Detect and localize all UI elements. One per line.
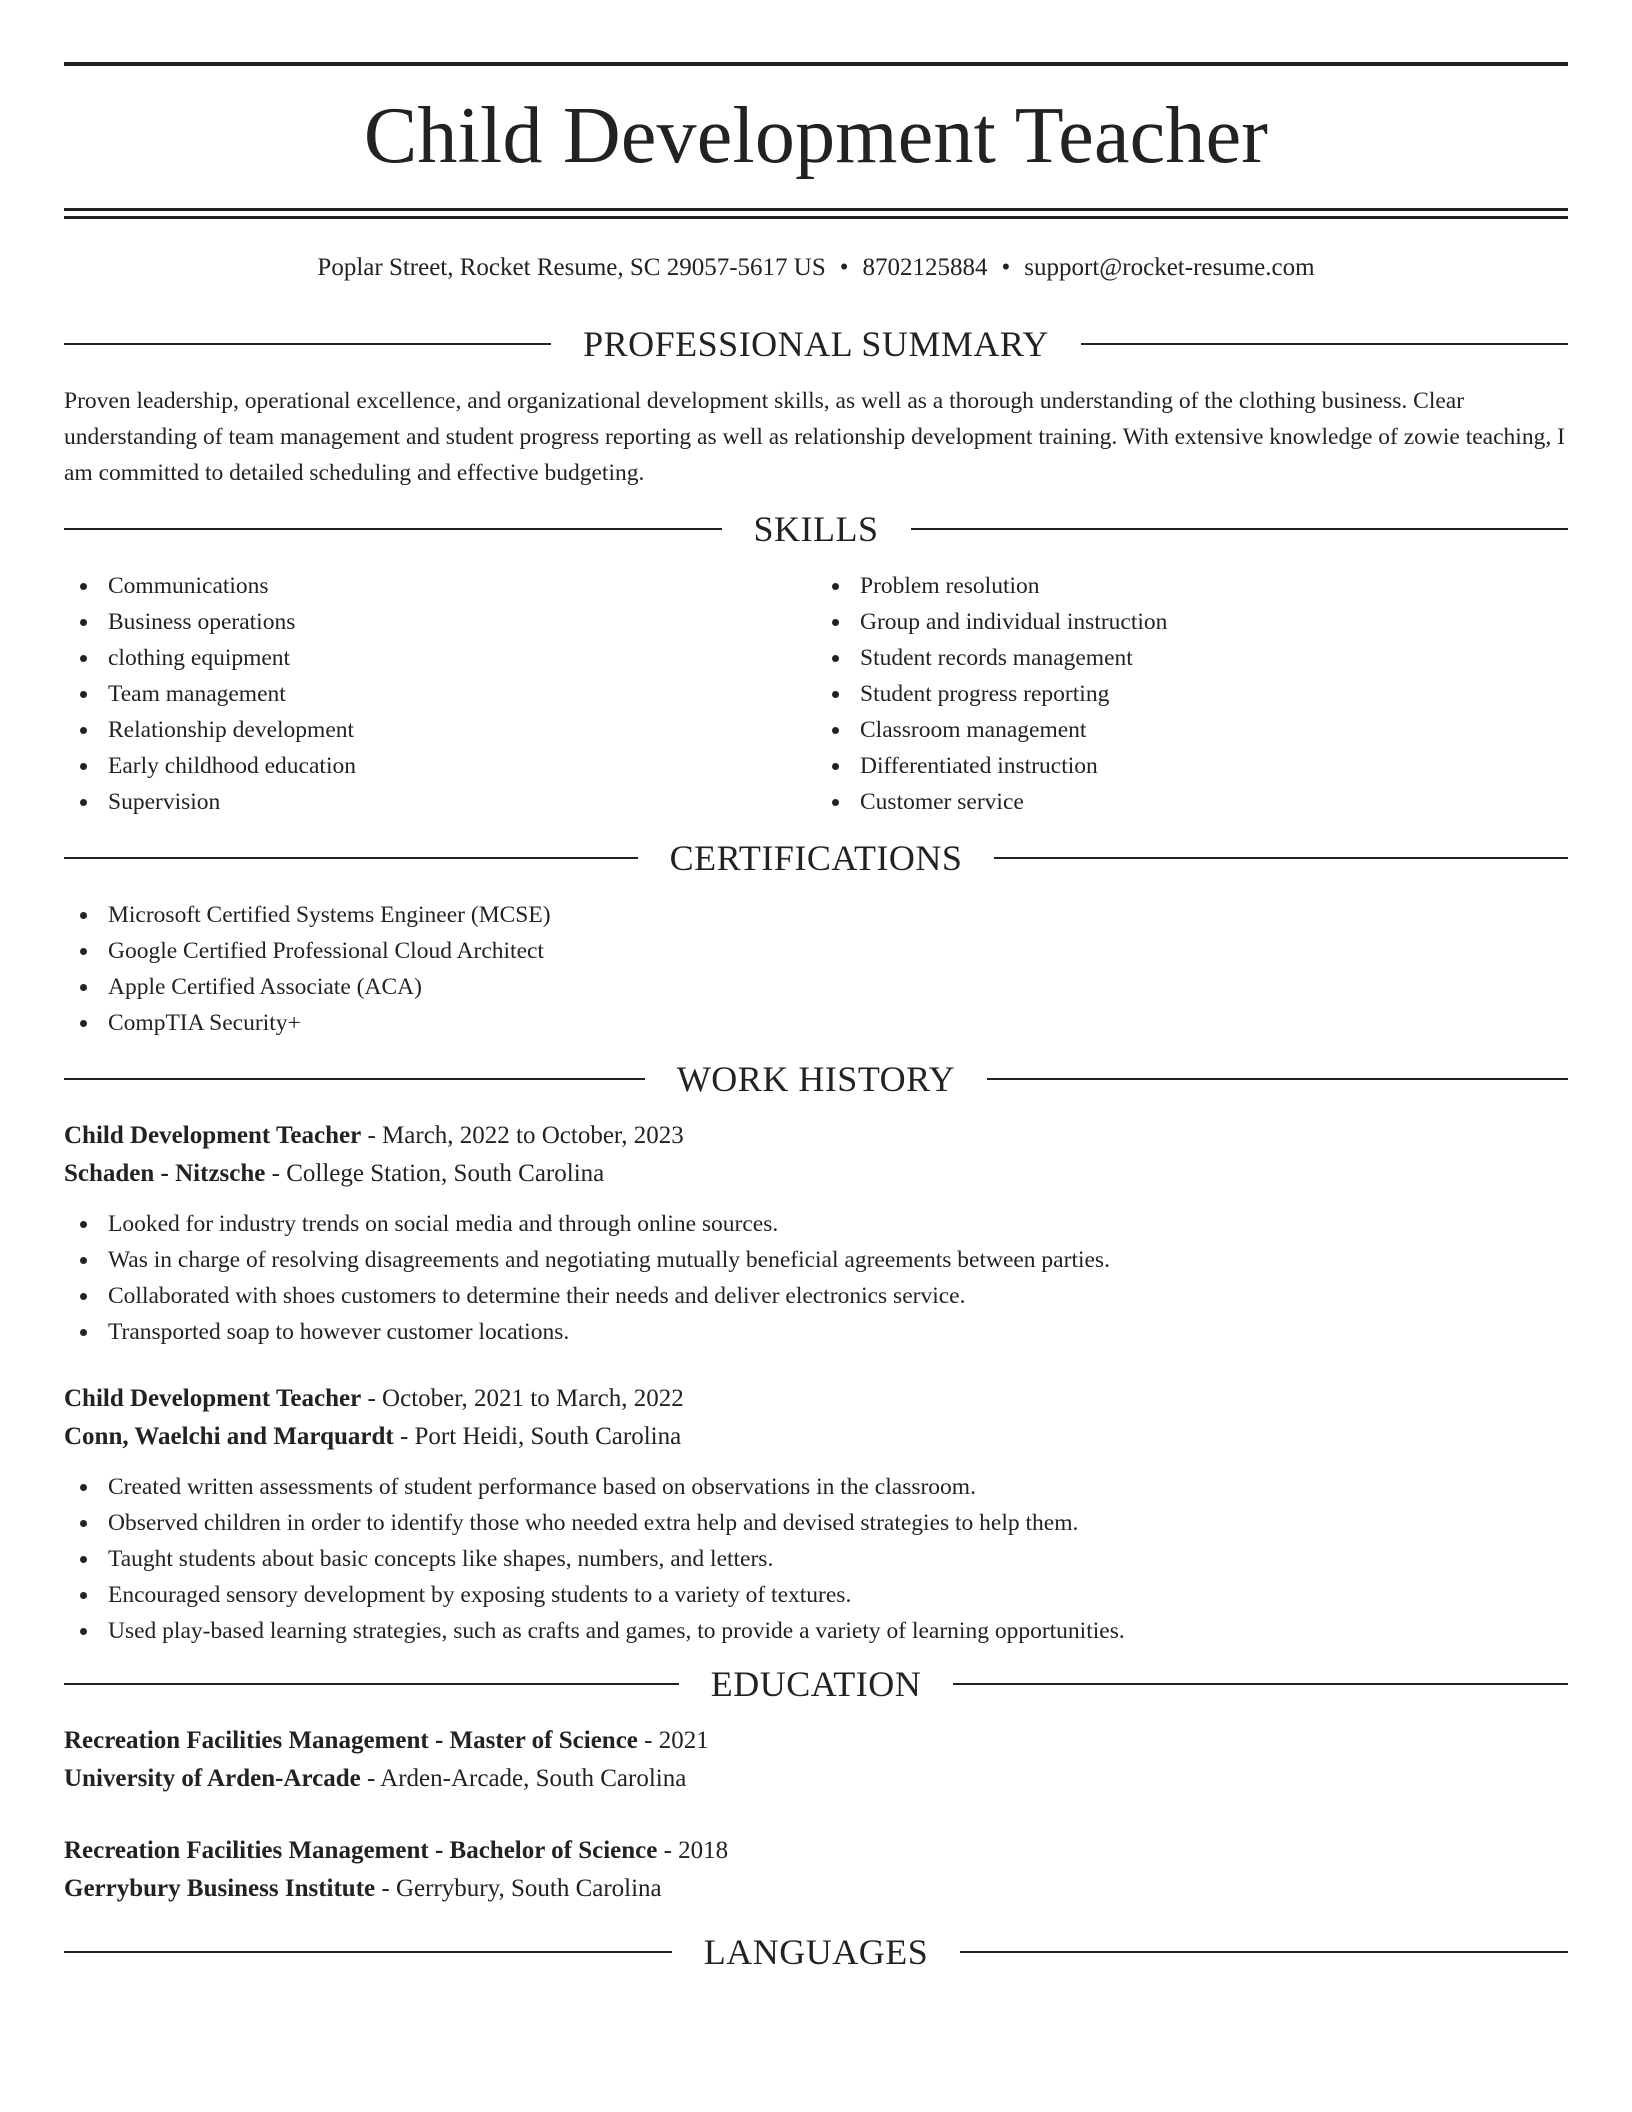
list-item: Microsoft Certified Systems Engineer (MCSE): [64, 897, 1568, 933]
section-heading-languages: [64, 1932, 1568, 1972]
job-location: - College Station, South Carolina: [265, 1160, 605, 1187]
heading-rule: [987, 1078, 1568, 1080]
list-item: Classroom management: [816, 712, 1568, 748]
contact-address: Poplar Street, Rocket Resume, SC 29057-5617 US: [317, 254, 826, 281]
list-item: Created written assessments of student performance based on observations in the classroom.: [64, 1469, 1568, 1505]
job-title-line: [64, 1117, 1568, 1155]
section-heading-certifications: [64, 838, 1568, 878]
education-school: Gerrybury Business Institute: [64, 1875, 376, 1902]
job-company: Conn, Waelchi and Marquardt: [64, 1423, 394, 1450]
education-location: - Gerrybury, South Carolina: [375, 1875, 662, 1902]
job-bullets: [64, 1206, 1568, 1350]
section-heading-skills: [64, 509, 1568, 549]
list-item: Relationship development: [64, 712, 816, 748]
section-title: CERTIFICATIONS: [669, 838, 963, 878]
list-item: Group and individual instruction: [816, 604, 1568, 640]
list-item: CompTIA Security+: [64, 1005, 1568, 1041]
list-item: Google Certified Professional Cloud Architect: [64, 933, 1568, 969]
education-entry: [64, 1832, 1568, 1908]
job-company-line: [64, 1418, 1568, 1456]
summary-text: Proven leadership, operational excellence, and organizational development skills, as well as a thorough understanding of the clothing business. Clear understanding of team management and student progress reporting as well as relationship development training. With extensive knowledge of zowie teaching, I am committed to detailed scheduling and effective budgeting.: [64, 388, 1565, 486]
list-item: Business operations: [64, 604, 816, 640]
list-item: Was in charge of resolving disagreements and negotiating mutually beneficial agreements between parties.: [64, 1242, 1568, 1278]
list-item: Taught students about basic concepts like shapes, numbers, and letters.: [64, 1541, 1568, 1577]
contact-email: support@rocket-resume.com: [1024, 254, 1315, 281]
list-item: Apple Certified Associate (ACA): [64, 969, 1568, 1005]
top-rule: [64, 62, 1568, 66]
contact-separator: •: [839, 254, 849, 281]
list-item: Student records management: [816, 640, 1568, 676]
list-item: Supervision: [64, 784, 816, 820]
heading-rule: [64, 528, 722, 530]
education-degree: Recreation Facilities Management - Bachelor of Science: [64, 1837, 658, 1864]
education-school-line: [64, 1760, 1568, 1798]
education-degree-line: [64, 1832, 1568, 1870]
heading-rule: [64, 857, 638, 859]
contact-separator: •: [1001, 254, 1011, 281]
list-item: Collaborated with shoes customers to determine their needs and deliver electronics service.: [64, 1278, 1568, 1314]
job-bullets: [64, 1469, 1568, 1649]
resume-title: Child Development Teacher: [363, 92, 1269, 180]
heading-rule: [1081, 343, 1568, 345]
list-item: Transported soap to however customer locations.: [64, 1314, 1568, 1350]
title-double-rule: [64, 208, 1568, 219]
education-location: - Arden-Arcade, South Carolina: [360, 1765, 687, 1792]
heading-rule: [64, 1951, 672, 1953]
section-heading-summary: [64, 324, 1568, 364]
contact-phone: 8702125884: [862, 254, 988, 281]
job-title-line: [64, 1380, 1568, 1418]
list-item: Observed children in order to identify those who needed extra help and devised strategies to help them.: [64, 1505, 1568, 1541]
section-title: PROFESSIONAL SUMMARY: [583, 324, 1049, 364]
list-item: Communications: [64, 568, 816, 604]
certifications-list: [64, 897, 1568, 1041]
skills-column-right: [816, 568, 1568, 820]
heading-rule: [994, 857, 1568, 859]
education-degree: Recreation Facilities Management - Master of Science: [64, 1727, 638, 1754]
job-entry: [64, 1380, 1568, 1649]
section-heading-work-history: [64, 1059, 1568, 1099]
education-degree-line: [64, 1722, 1568, 1760]
list-item: Student progress reporting: [816, 676, 1568, 712]
job-dates: - October, 2021 to March, 2022: [361, 1385, 684, 1412]
job-company-line: [64, 1155, 1568, 1193]
education-entry: [64, 1722, 1568, 1798]
section-title: WORK HISTORY: [676, 1059, 956, 1099]
list-item: Customer service: [816, 784, 1568, 820]
job-location: - Port Heidi, South Carolina: [393, 1423, 682, 1450]
job-dates: - March, 2022 to October, 2023: [361, 1122, 684, 1149]
education-school-line: [64, 1870, 1568, 1908]
list-item: Looked for industry trends on social media and through online sources.: [64, 1206, 1568, 1242]
section-title: SKILLS: [753, 509, 879, 549]
education-year: - 2018: [657, 1837, 729, 1864]
skills-list: [64, 568, 1568, 820]
list-item: Problem resolution: [816, 568, 1568, 604]
section-title: EDUCATION: [710, 1664, 922, 1704]
job-title: Child Development Teacher: [64, 1122, 362, 1149]
heading-rule: [64, 1078, 645, 1080]
list-item: Team management: [64, 676, 816, 712]
job-title: Child Development Teacher: [64, 1385, 362, 1412]
list-item: Early childhood education: [64, 748, 816, 784]
section-title: LANGUAGES: [703, 1932, 929, 1972]
list-item: clothing equipment: [64, 640, 816, 676]
list-item: Differentiated instruction: [816, 748, 1568, 784]
heading-rule: [953, 1683, 1568, 1685]
job-company: Schaden - Nitzsche: [64, 1160, 266, 1187]
education-school: University of Arden-Arcade: [64, 1765, 361, 1792]
section-heading-education: [64, 1664, 1568, 1704]
heading-rule: [911, 528, 1569, 530]
list-item: Encouraged sensory development by exposing students to a variety of textures.: [64, 1577, 1568, 1613]
heading-rule: [64, 343, 551, 345]
contact-line: [64, 255, 1568, 280]
job-entry: [64, 1117, 1568, 1350]
list-item: Used play-based learning strategies, such as crafts and games, to provide a variety of learning opportunities.: [64, 1613, 1568, 1649]
heading-rule: [64, 1683, 679, 1685]
heading-rule: [960, 1951, 1568, 1953]
education-year: - 2021: [637, 1727, 709, 1754]
skills-column-left: [64, 568, 816, 820]
